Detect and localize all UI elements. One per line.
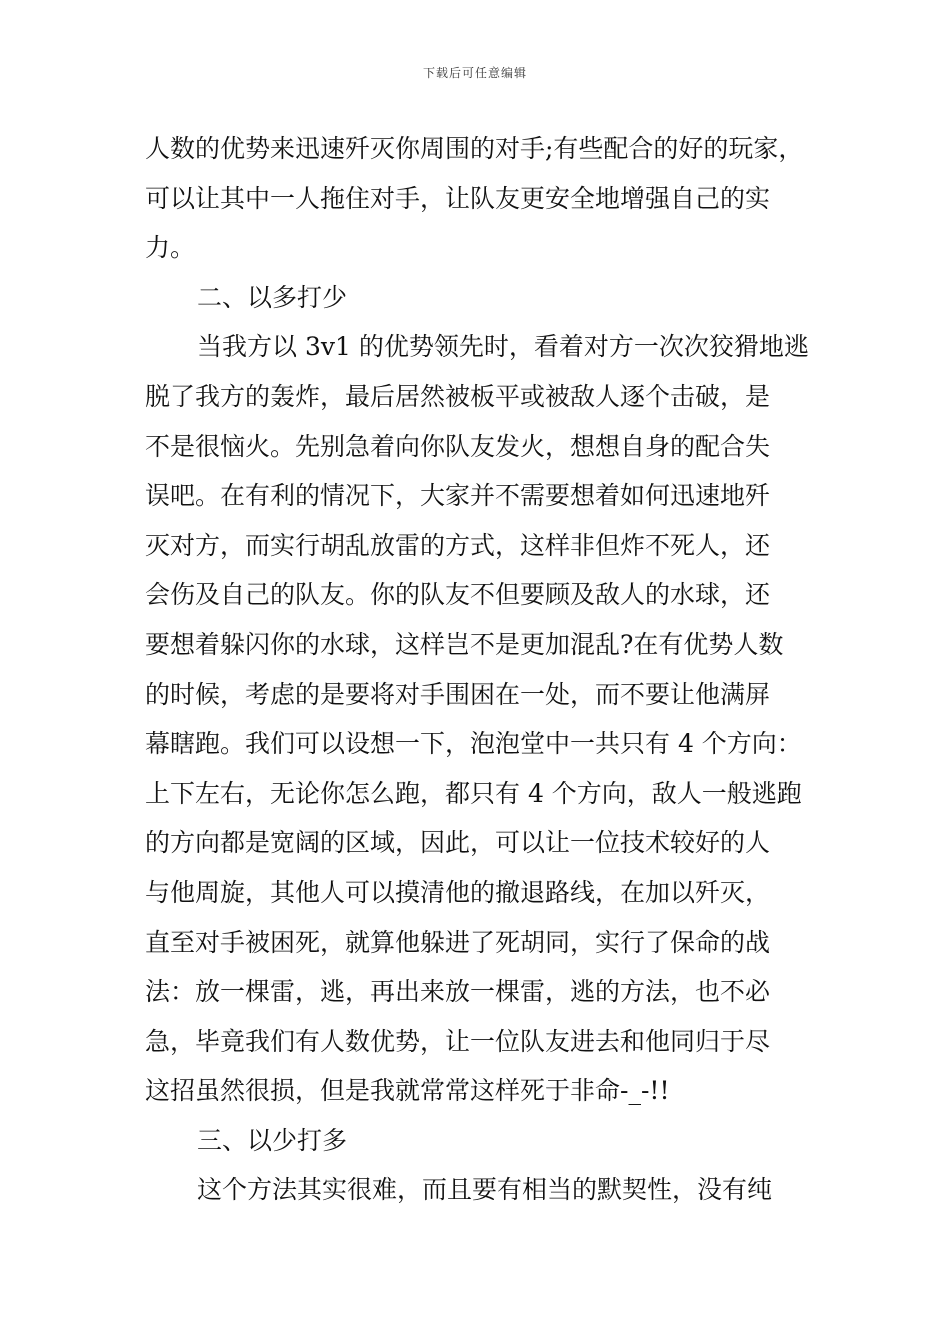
text-line: 不是很恼火。先别急着向你队友发火，想想自身的配合失	[145, 431, 771, 461]
section-heading: 三、以少打多	[197, 1125, 348, 1155]
text-line: 灭对方，而实行胡乱放雷的方式，这样非但炸不死人，还	[145, 530, 771, 560]
text-line: 会伤及自己的队友。你的队友不但要顾及敌人的水球，还	[145, 580, 771, 610]
document-body	[145, 124, 810, 1215]
text-line: 这招虽然很损，但是我就常常这样死于非命-_-!!	[145, 1076, 670, 1106]
text-line: 的方向都是宽阔的区域，因此，可以让一位技术较好的人	[145, 828, 771, 858]
text-line: 急，毕竟我们有人数优势，让一位队友进去和他同归于尽	[145, 1026, 771, 1056]
text-line: 可以让其中一人拖住对手，让队友更安全地增强自己的实	[145, 183, 771, 213]
text-line: 人数的优势来迅速歼灭你周围的对手;有些配合的好的玩家，	[145, 134, 804, 163]
text-line: 脱了我方的轰炸，最后居然被板平或被敌人逐个击破，是	[145, 381, 771, 411]
text-line: 上下左右，无论你怎么跑，都只有 4 个方向，敌人一般逃跑	[145, 778, 802, 808]
page-header-note: 下载后可任意编辑	[422, 66, 527, 80]
text-line: 法：放一棵雷，逃，再出来放一棵雷，逃的方法，也不必	[145, 977, 771, 1007]
text-line: 这个方法其实很难，而且要有相当的默契性，没有纯	[197, 1175, 773, 1205]
text-line: 与他周旋，其他人可以摸清他的撤退路线，在加以歼灭，	[145, 877, 771, 907]
text-line: 误吧。在有利的情况下，大家并不需要想着如何迅速地歼	[145, 481, 771, 511]
text-line: 的时候，考虑的是要将对手围困在一处，而不要让他满屏	[145, 679, 771, 709]
text-line: 幕瞎跑。我们可以设想一下，泡泡堂中一共只有 4 个方向：	[145, 729, 802, 759]
text-line: 当我方以 3v1 的优势领先时，看着对方一次次狡猾地逃	[197, 332, 809, 362]
text-line: 直至对手被困死，就算他躲进了死胡同，实行了保命的战	[145, 927, 771, 957]
text-line: 要想着躲闪你的水球，这样岂不是更加混乱?在有优势人数	[145, 629, 784, 659]
section-heading: 二、以多打少	[197, 282, 348, 312]
text-line: 力。	[145, 233, 196, 263]
